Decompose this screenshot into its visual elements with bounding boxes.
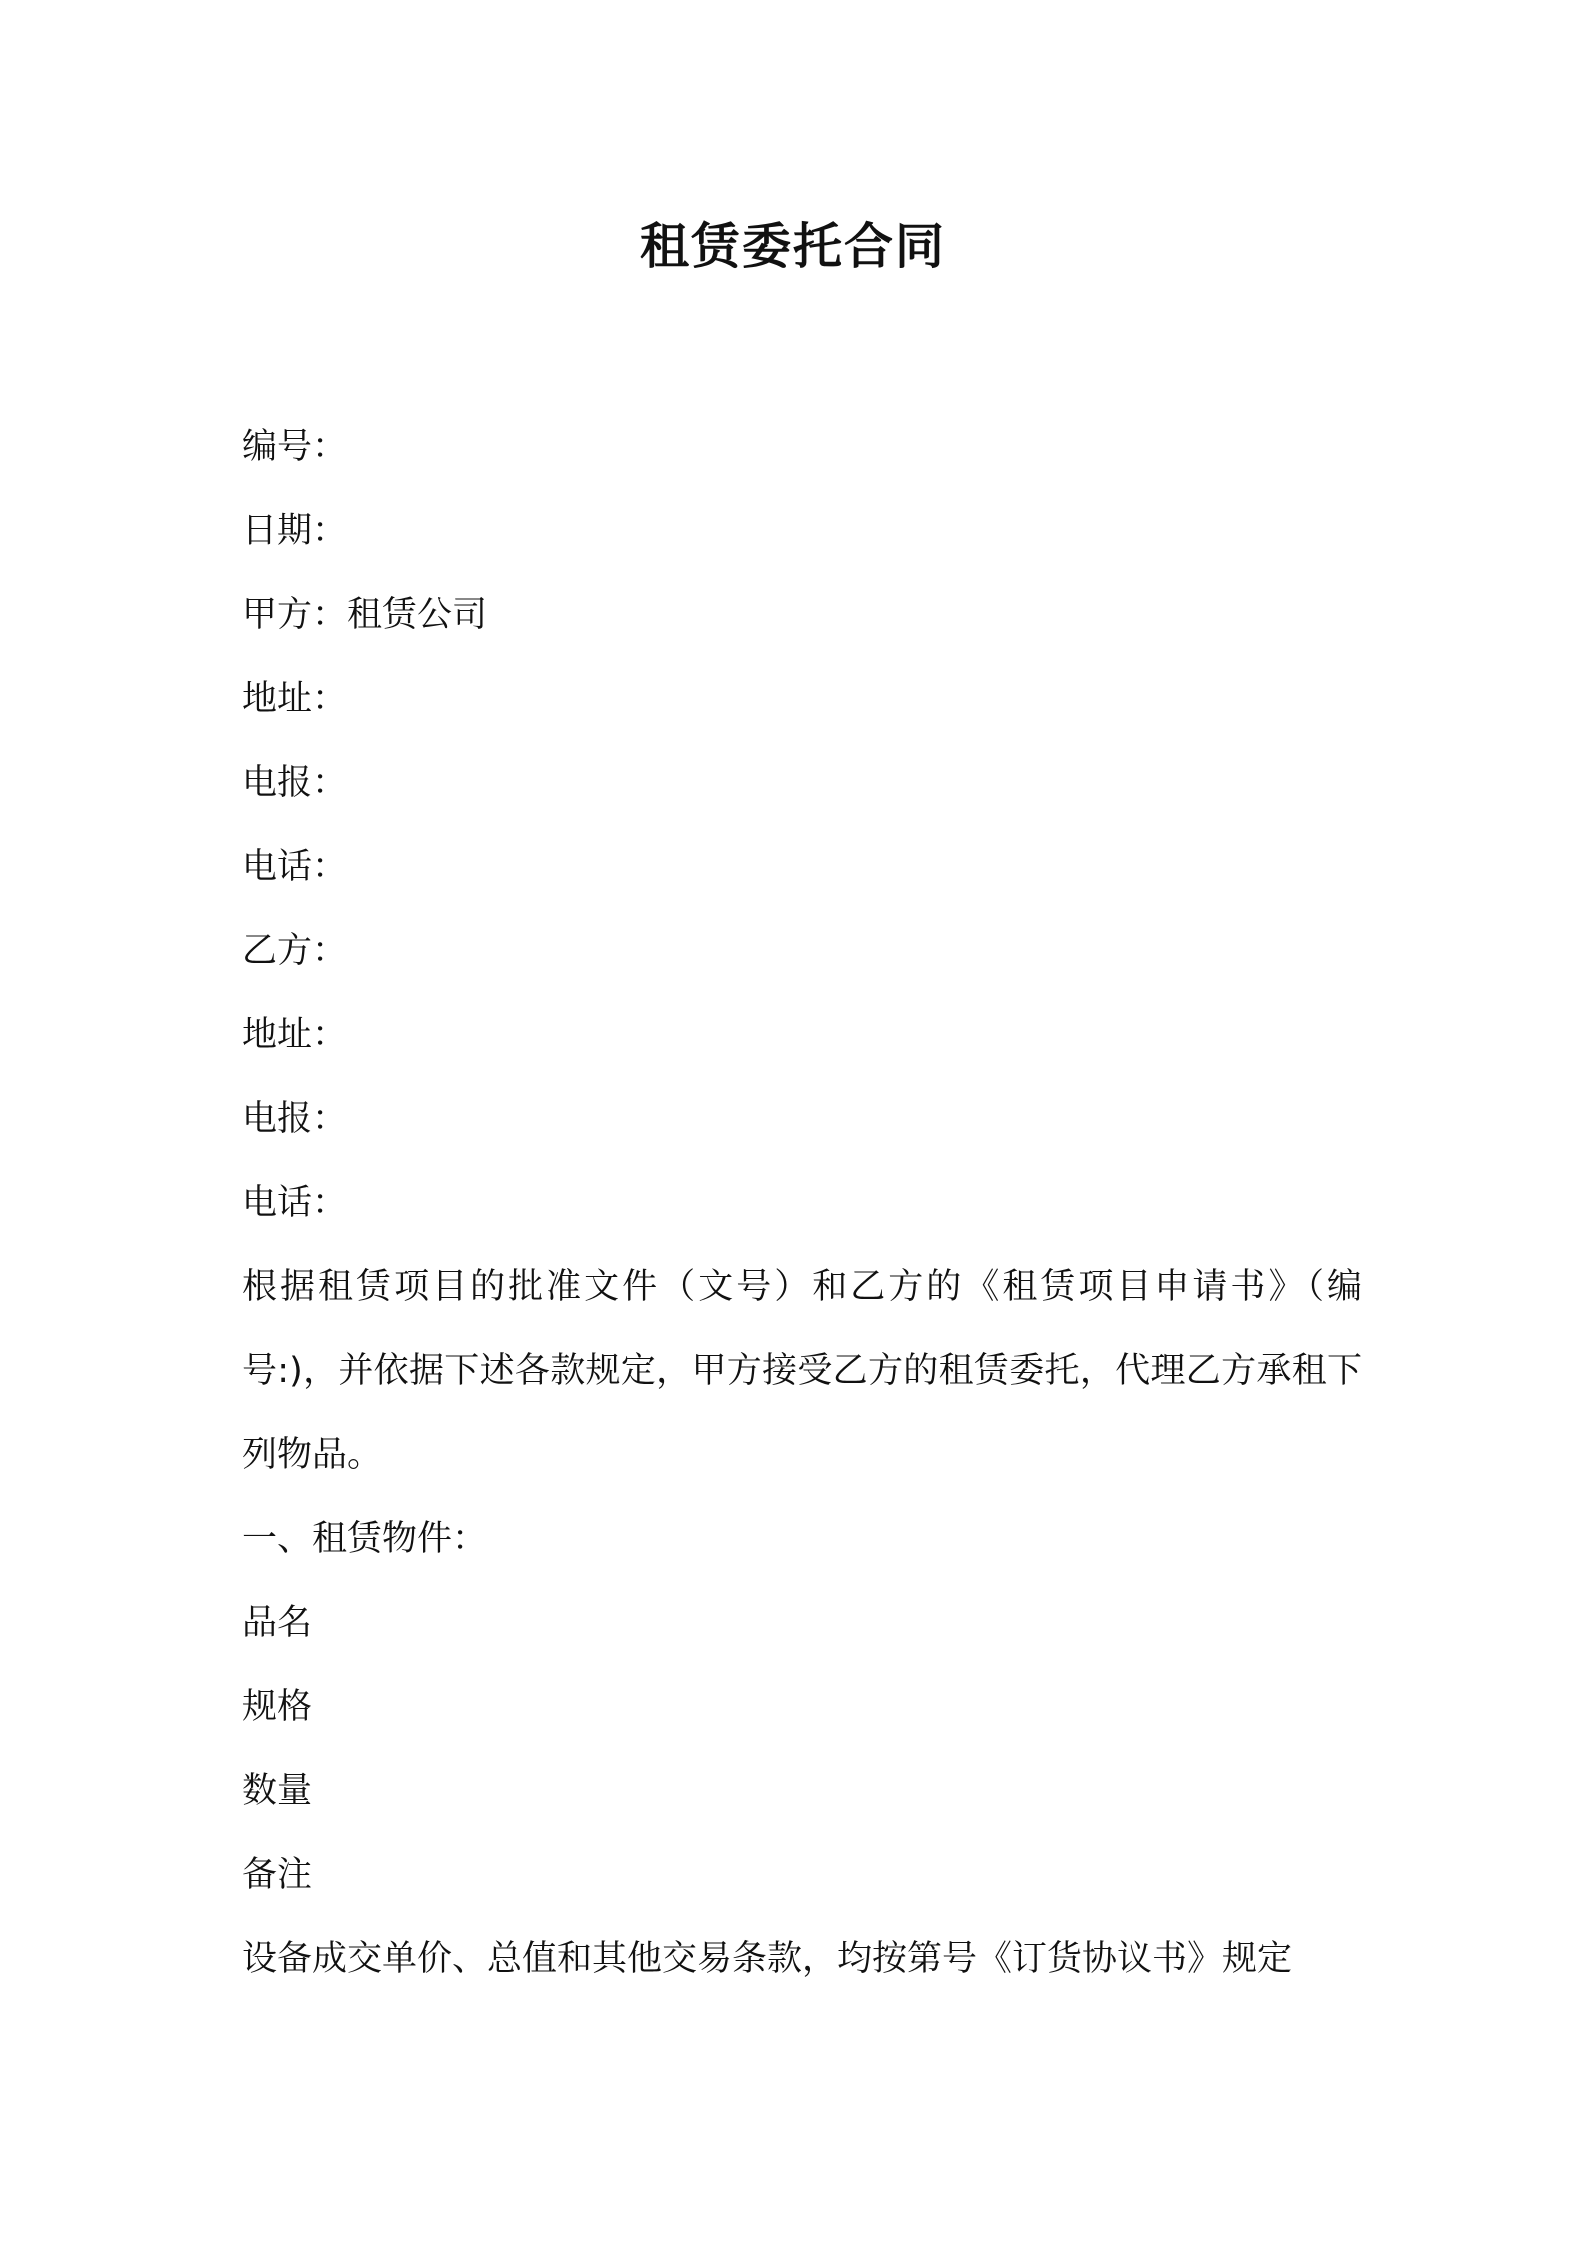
document-title: 租赁委托合同 — [639, 218, 946, 275]
document-body — [242, 405, 1362, 2001]
field-party-a-address: 地址： — [242, 679, 348, 719]
item-field-name: 品名 — [242, 1603, 313, 1643]
field-party-a: 甲方：租赁公司 — [242, 595, 488, 635]
field-party-a-telegram: 电报： — [242, 763, 348, 803]
closing-line: 设备成交单价、总值和其他交易条款，均按第号《订货协议书》规定 — [242, 1939, 1293, 1979]
field-party-a-phone: 电话： — [242, 847, 348, 887]
item-field-quantity: 数量 — [242, 1771, 313, 1811]
item-field-spec: 规格 — [242, 1687, 313, 1727]
item-field-remarks: 备注 — [242, 1855, 313, 1895]
field-date: 日期： — [242, 511, 348, 551]
section-1-heading: 一、租赁物件： — [242, 1519, 488, 1559]
field-party-b: 乙方： — [242, 931, 348, 971]
field-party-b-telegram: 电报： — [242, 1099, 348, 1139]
intro-paragraph: 根据租赁项目的批准文件（文号）和乙方的《租赁项目申请书》（编号:)，并依据下述各款规定，甲方接受乙方的租赁委托，代理乙方承租下列物品。 — [242, 1267, 1362, 1475]
field-party-b-phone: 电话： — [242, 1183, 348, 1223]
field-party-b-address: 地址： — [242, 1015, 348, 1055]
field-number: 编号： — [242, 427, 348, 467]
